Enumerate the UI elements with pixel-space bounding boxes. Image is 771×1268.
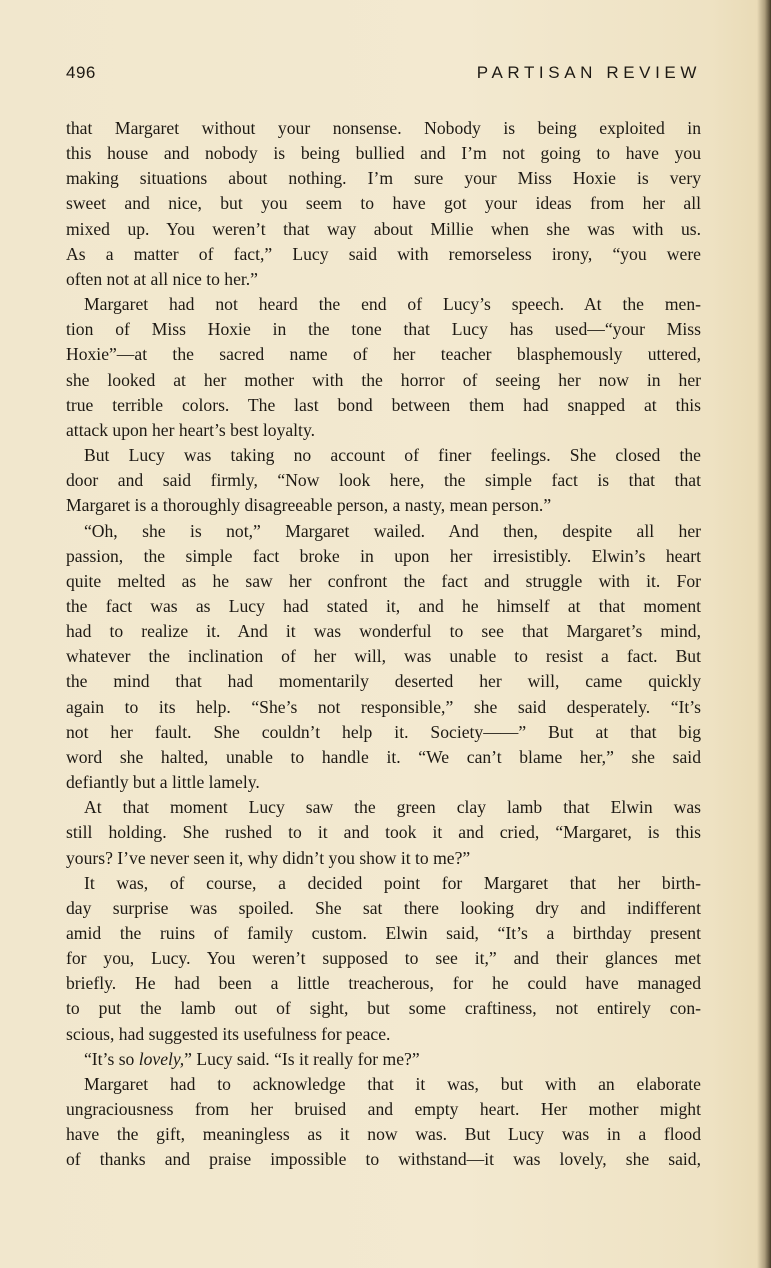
text-line: yours? I’ve never seen it, why didn’t you show it to me?”	[66, 847, 471, 868]
text-line: true terrible colors. The last bond between them had snapped at this	[66, 394, 701, 415]
paragraph	[66, 1047, 701, 1072]
text-line: As a matter of fact,” Lucy said with remorseless irony, “you were	[66, 243, 701, 264]
text-line: of thanks and praise impossible to withstand—it was lovely, she said,	[66, 1149, 701, 1170]
italic-word: lovely,	[138, 1048, 185, 1069]
text-line: often not at all nice to her.”	[66, 268, 258, 289]
text-line: mixed up. You weren’t that way about Millie when she was with us.	[66, 218, 701, 239]
paragraph	[66, 292, 701, 443]
text-line: “Oh, she is not,” Margaret wailed. And then, despite all her	[84, 520, 701, 541]
text-line: the mind that had momentarily deserted her will, came quickly	[66, 671, 701, 692]
page-edge-shadow	[757, 0, 771, 1268]
text-line: briefly. He had been a little treacherous, for he could have managed	[66, 973, 701, 994]
text-line: But Lucy was taking no account of finer feelings. She closed the	[84, 445, 701, 466]
text-line: day surprise was spoiled. She sat there looking dry and indifferent	[66, 897, 701, 918]
text-line: passion, the simple fact broke in upon her irresistibly. Elwin’s heart	[66, 545, 701, 566]
text-line: quite melted as he saw her confront the fact and struggle with it. For	[66, 570, 701, 591]
text-line: door and said firmly, “Now look here, the simple fact is that that	[66, 470, 701, 491]
text-line: for you, Lucy. You weren’t supposed to see it,” and their glances met	[66, 948, 701, 969]
body-text	[66, 116, 701, 1173]
text-line: attack upon her heart’s best loyalty.	[66, 419, 316, 440]
text-line: had to realize it. And it was wonderful to see that Margaret’s mind,	[66, 621, 701, 642]
text-line: making situations about nothing. I’m sure your Miss Hoxie is very	[66, 168, 701, 189]
text-line: Margaret had to acknowledge that it was, but with an elaborate	[84, 1073, 701, 1094]
text-line: Hoxie”—at the sacred name of her teacher blasphemously uttered,	[66, 344, 701, 365]
paragraph	[66, 795, 701, 870]
text-line: At that moment Lucy saw the green clay lamb that Elwin was	[84, 797, 701, 818]
text-line: ungraciousness from her bruised and empty heart. Her mother might	[66, 1099, 701, 1120]
text-line: this house and nobody is being bullied and I’m not going to have you	[66, 143, 701, 164]
text-line: have the gift, meaningless as it now was. But Lucy was in a flood	[66, 1124, 701, 1145]
text-line: tion of Miss Hoxie in the tone that Lucy has used—“your Miss	[66, 319, 701, 340]
text-line: It was, of course, a decided point for Margaret that her birth-	[84, 872, 701, 893]
text-line: Margaret had not heard the end of Lucy’s speech. At the men-	[84, 294, 701, 315]
running-head: PARTISAN REVIEW	[476, 63, 701, 82]
text-line: amid the ruins of family custom. Elwin said, “It’s a birthday present	[66, 923, 701, 943]
text-line: defiantly but a little lamely.	[66, 772, 260, 793]
text-line: that Margaret without your nonsense. Nobody is being exploited in	[66, 118, 701, 138]
text-line: Margaret is a thoroughly disagreeable person, a nasty, mean person.”	[66, 495, 552, 516]
paragraph	[66, 443, 701, 518]
text-run: “It’s so	[84, 1048, 139, 1069]
paragraph	[66, 116, 701, 292]
text-line: again to its help. “She’s not responsible,” she said desperately. “It’s	[66, 696, 701, 717]
paragraph	[66, 519, 701, 796]
page-header	[66, 63, 701, 87]
text-line: the fact was as Lucy had stated it, and he himself at that moment	[66, 595, 701, 616]
text-line: whatever the inclination of her will, was unable to resist a fact. But	[66, 646, 701, 667]
text-line: to put the lamb out of sight, but some craftiness, not entirely con-	[66, 998, 701, 1019]
page-number: 496	[66, 63, 96, 82]
text-line: word she halted, unable to handle it. “We can’t blame her,” she said	[66, 746, 701, 767]
text-line: still holding. She rushed to it and took it and cried, “Margaret, is this	[66, 822, 701, 843]
text-line: sweet and nice, but you seem to have got your ideas from her all	[66, 193, 701, 214]
text-line	[66, 1047, 701, 1072]
text-line: not her fault. She couldn’t help it. Society——” But at that big	[66, 721, 701, 742]
text-line: she looked at her mother with the horror of seeing her now in her	[66, 369, 701, 390]
text-line: scious, had suggested its usefulness for peace.	[66, 1023, 391, 1044]
text-run: ” Lucy said. “Is it really for me?”	[184, 1048, 420, 1069]
paragraph	[66, 871, 701, 1047]
paragraph	[66, 1072, 701, 1173]
